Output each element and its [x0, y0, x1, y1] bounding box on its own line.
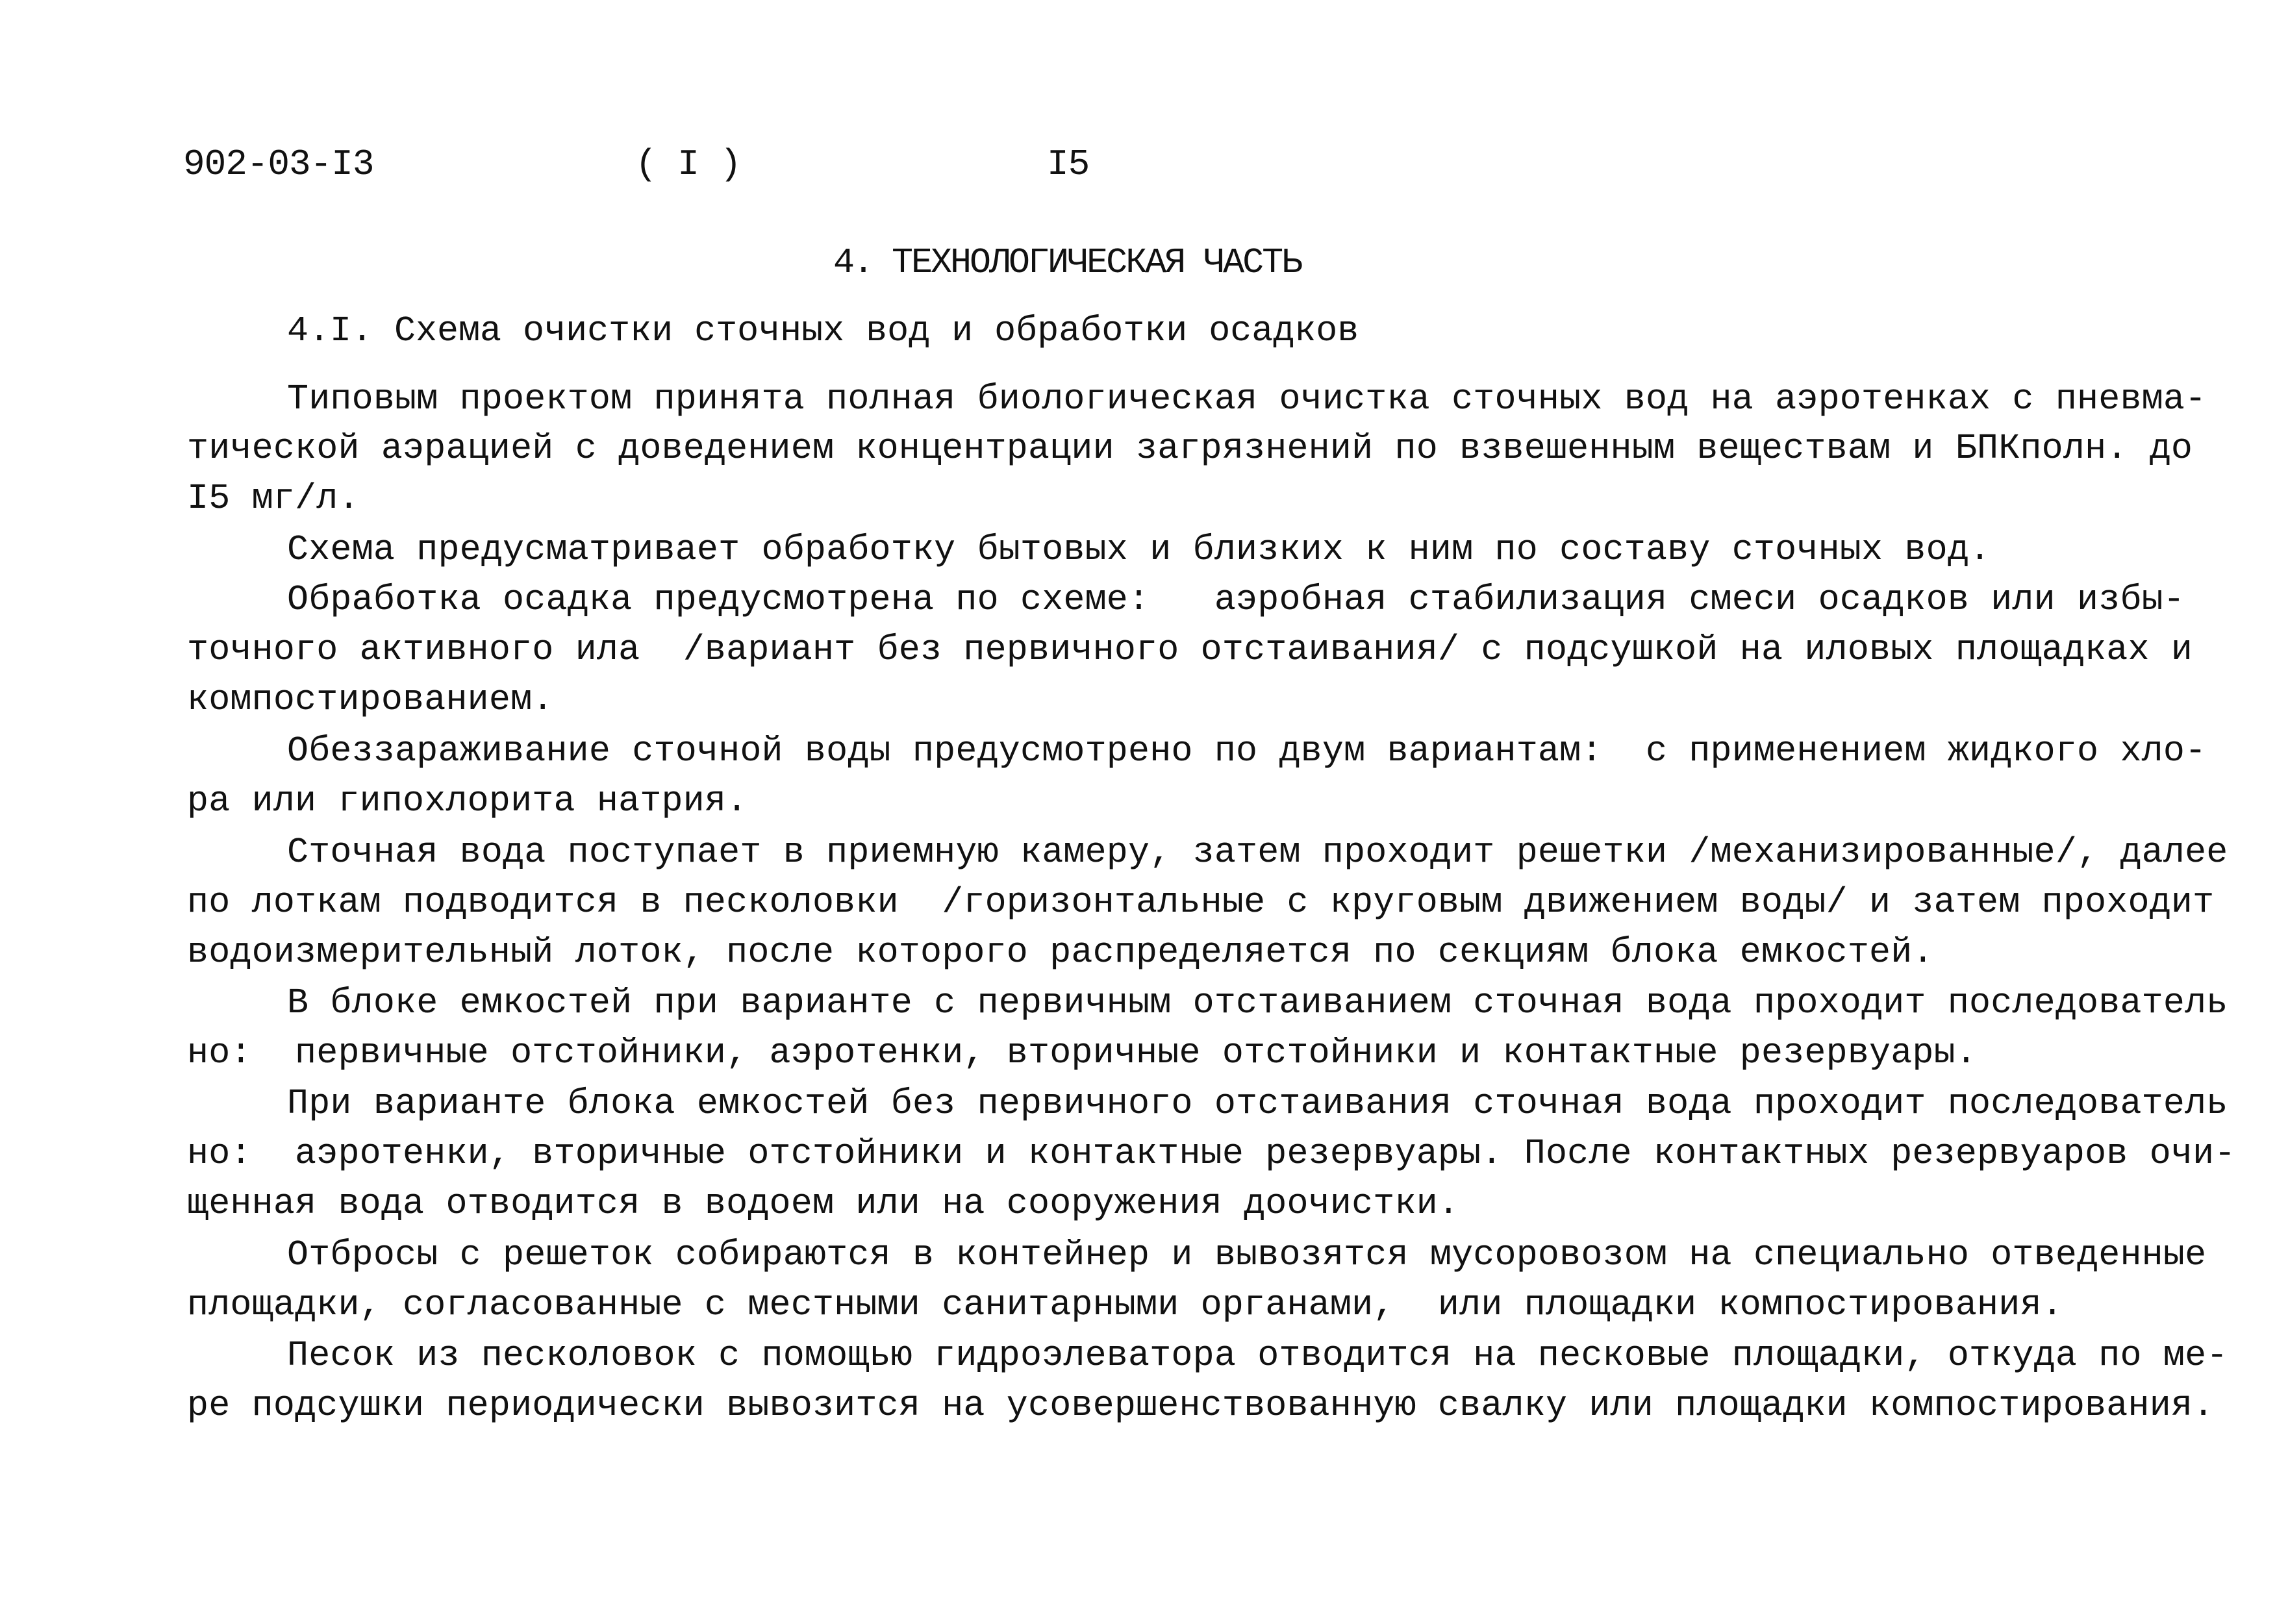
body-line: Схема предусматривает обработку бытовых и близких к ним по составу сточных вод.: [287, 529, 1991, 570]
body-line: водоизмерительный лоток, после которого распределяется по секциям блока емкостей.: [187, 932, 1934, 973]
body-line: Сточная вода поступает в приемную камеру, затем проходит решетки /механизированные/, далее: [287, 832, 2228, 873]
body-line: Песок из песколовок с помощью гидроэлеватора отводится на песковые площадки, откуда по ме-: [287, 1335, 2228, 1376]
page-number: I5: [1047, 144, 1090, 185]
body-line: по лоткам подводится в песколовки /горизонтальные с круговым движением воды/ и затем проходит: [187, 882, 2215, 923]
body-line: При варианте блока емкостей без первичного отстаивания сточная вода проходит последователь: [287, 1083, 2228, 1124]
body-line: тической аэрацией с доведением концентрации загрязнений по взвешенным веществам и БПКполн. до: [187, 428, 2193, 469]
section-title: 4. ТЕХНОЛОГИЧЕСКАЯ ЧАСТЬ: [833, 242, 1301, 283]
body-line: Типовым проектом принята полная биологическая очистка сточных вод на аэротенках с пневма-: [287, 379, 2207, 419]
body-line: ра или гипохлорита натрия.: [187, 781, 748, 821]
body-line: Отбросы с решеток собираются в контейнер и вывозятся мусоровозом на специально отведенные: [287, 1234, 2207, 1275]
document-part: ( I ): [635, 144, 742, 185]
body-line: компостированием.: [187, 679, 554, 720]
body-line: ре подсушки периодически вывозится на усовершенствованную свалку или площадки компостирования.: [187, 1385, 2215, 1426]
body-line: I5 мг/л.: [187, 478, 360, 519]
body-line: площадки, согласованные с местными санитарными органами, или площадки компостирования.: [187, 1284, 2063, 1325]
document-code: 902-03-I3: [183, 144, 374, 185]
body-line: но: первичные отстойники, аэротенки, вторичные отстойники и контактные резервуары.: [187, 1032, 1978, 1073]
body-line: точного активного ила /вариант без первичного отстаивания/ с подсушкой на иловых площадках и: [187, 629, 2193, 670]
body-line: но: аэротенки, вторичные отстойники и контактные резервуары. После контактных резервуаров очи-: [187, 1133, 2236, 1174]
body-line: В блоке емкостей при варианте с первичным отстаиванием сточная вода проходит последователь: [287, 982, 2228, 1023]
body-line: Обработка осадка предусмотрена по схеме: аэробная стабилизация смеси осадков или избы-: [287, 579, 2185, 620]
body-line: Обеззараживание сточной воды предусмотрено по двум вариантам: с применением жидкого хло-: [287, 731, 2207, 771]
body-line: щенная вода отводится в водоем или на сооружения доочистки.: [187, 1183, 1460, 1224]
subsection-title: 4.I. Схема очистки сточных вод и обработки осадков: [287, 310, 1359, 351]
